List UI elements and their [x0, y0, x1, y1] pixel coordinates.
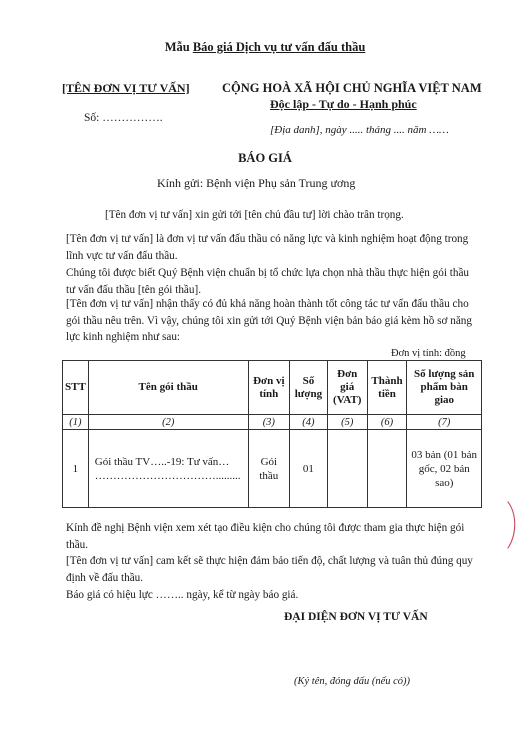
column-number: (7)	[407, 415, 482, 430]
header-deliverables: Số lượng sản phẩm bàn giao	[407, 361, 482, 415]
org-name-placeholder: [TÊN ĐƠN VỊ TƯ VẤN]	[62, 81, 190, 95]
header-stt: STT	[63, 361, 89, 415]
currency-unit-note: Đơn vị tính: đồng	[391, 348, 466, 359]
row-unit: Gói thầu	[248, 430, 289, 508]
column-number: (6)	[367, 415, 407, 430]
national-motto: Độc lập - Tự do - Hạnh phúc	[270, 97, 417, 111]
column-number: (3)	[248, 415, 289, 430]
margin-pen-mark	[505, 500, 519, 550]
row-package-name-line1: Gói thầu TV…..-19: Tư vấn…	[94, 455, 230, 468]
row-quantity: 01	[290, 430, 328, 508]
header-package-name: Tên gói thầu	[88, 361, 248, 415]
column-number-row	[63, 415, 482, 430]
validity-paragraph: Báo giá có hiệu lực …….. ngày, kể từ ngày báo giá.	[66, 589, 299, 601]
column-number: (4)	[290, 415, 328, 430]
signature-title: ĐẠI DIỆN ĐƠN VỊ TƯ VẤN	[284, 611, 428, 623]
national-title: CỘNG HOÀ XÃ HỘI CHỦ NGHĨA VIỆT NAM	[222, 81, 482, 95]
form-title	[0, 40, 530, 55]
form-title-main: Báo giá Dịch vụ tư vấn đấu thầu	[192, 40, 366, 54]
row-package-name	[88, 430, 248, 508]
header-total: Thành tiền	[367, 361, 407, 415]
column-number: (5)	[327, 415, 367, 430]
column-number: (2)	[88, 415, 248, 430]
place-date-line: [Địa danh], ngày ..... tháng .... năm ……	[270, 124, 449, 136]
capability-paragraph: [Tên đơn vị tư vấn] nhận thấy có đủ khả năng hoàn thành tốt công tác tư vấn đấu thầu cho gói thầu nêu trên. Vì vậy, chúng tôi xin gửi tới Quý Bệnh viện bản báo giá kèm hồ sơ năng lực kinh nghiệm như sau:	[66, 298, 472, 343]
request-paragraph: Kính đề nghị Bệnh viện xem xét tạo điều kiện cho chúng tôi được tham gia thực hiện gói thầu.	[66, 522, 465, 551]
column-number: (1)	[63, 415, 89, 430]
package-paragraph: Chúng tôi được biết Quý Bệnh viện chuẩn bị tổ chức lựa chọn nhà thầu thực hiện gói thầu tư vấn đấu thầu [tên gói thầu].	[66, 267, 470, 296]
row-stt: 1	[63, 430, 89, 508]
form-title-prefix: Mẫu	[164, 40, 193, 54]
quote-table	[62, 360, 482, 508]
row-package-name-line2: …………………………….........	[94, 469, 241, 482]
document-heading: BÁO GIÁ	[238, 151, 292, 165]
recipient-line: Kính gửi: Bệnh viện Phụ sản Trung ương	[157, 176, 356, 190]
table-row	[63, 430, 482, 508]
intro-paragraph: [Tên đơn vị tư vấn] là đơn vị tư vấn đấu thầu có năng lực và kinh nghiệm hoạt động trong lĩnh vực tư vấn đấu thầu.	[66, 233, 469, 262]
table-header-row	[63, 361, 482, 415]
header-unit-price: Đơn giá (VAT)	[327, 361, 367, 415]
commitment-paragraph: [Tên đơn vị tư vấn] cam kết sẽ thực hiện đảm bảo tiến độ, chất lượng và tuân thủ đúng quy định về đấu thầu.	[66, 555, 473, 584]
document-number: Số: …………….	[84, 112, 163, 124]
row-unit-price	[327, 430, 367, 508]
row-total	[367, 430, 407, 508]
greeting-paragraph: [Tên đơn vị tư vấn] xin gửi tới [tên chủ đầu tư] lời chào trân trọng.	[105, 209, 404, 221]
header-quantity: Số lượng	[290, 361, 328, 415]
header-unit: Đơn vị tính	[248, 361, 289, 415]
row-deliverables: 03 bản (01 bản gốc, 02 bản sao)	[407, 430, 482, 508]
signature-note: (Ký tên, đóng dấu (nếu có))	[294, 676, 411, 687]
